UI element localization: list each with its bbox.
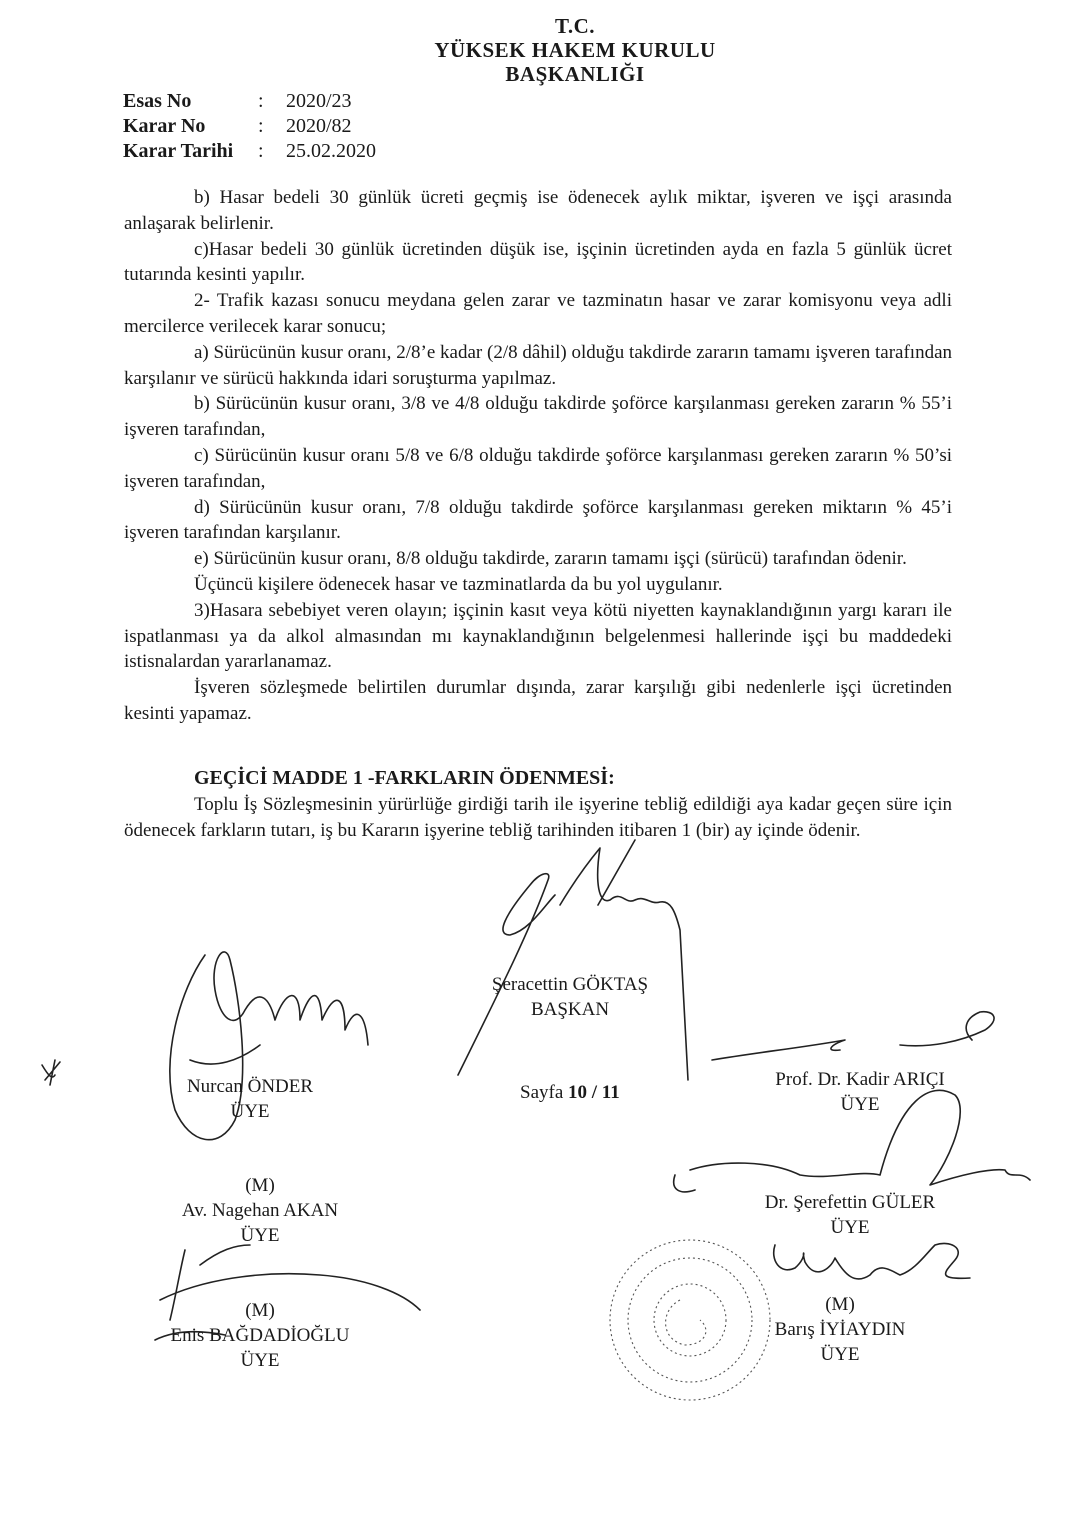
paragraph-2a: a) Sürücünün kusur oranı, 2/8’e kadar (2/8 dâhil) olduğu takdirde zararın tamamı işveren tarafından karşılanır ve sürücü hakkında idari soruşturma yapılmaz. xyxy=(124,341,952,389)
colon: : xyxy=(258,90,264,112)
signature-block-iyiaydin xyxy=(720,1292,960,1367)
guler-name: Dr. Şerefettin GÜLER xyxy=(764,1192,936,1213)
karar-value: 2020/82 xyxy=(286,115,352,137)
iyiaydin-role: ÜYE xyxy=(820,1344,860,1365)
section-text xyxy=(124,792,952,844)
paragraph-b: b) Hasar bedeli 30 günlük ücreti geçmiş ise ödenecek aylık miktar, işveren ve işçi arasında anlaşarak belirlenir. xyxy=(124,187,952,234)
paragraph-2b: b) Sürücünün kusur oranı, 3/8 ve 4/8 olduğu takdirde şoförce karşılanması gereken zararın % 55’i işveren tarafından, xyxy=(124,393,952,441)
onder-role: ÜYE xyxy=(230,1101,270,1122)
signature-iyiaydin xyxy=(774,1243,970,1278)
colon: : xyxy=(258,140,264,162)
paragraph-c: c)Hasar bedeli 30 günlük ücretinden düşük ise, işçinin ücretinden ayda en fazla 5 günlük ücret tutarında kesinti yapılır. xyxy=(124,238,952,286)
signature-block-guler xyxy=(720,1190,980,1240)
meta-tarih-row xyxy=(123,140,376,163)
akan-mark: (M) xyxy=(245,1175,275,1196)
section-paragraph: Toplu İş Sözleşmesinin yürürlüğe girdiği tarih ile işyerine tebliğ edildiği aya kadar geçen süre için ödenecek farkların tutarı, iş bu Kararın işyerine tebliğ tarihinden itibaren 1 (bir) ay içinde ödenir. xyxy=(124,794,952,841)
signature-arici xyxy=(712,1012,994,1060)
paragraph-3: 3)Hasara sebebiyet veren olayın; işçinin kasıt veya kötü niyetten kaynaklandığının yargı kararı ile ispatlanması ya da alkol almasından mı kaynaklandığının belgelenmesi hallerinde işçi bu maddedeki istisnalardan yararlanamaz. xyxy=(124,599,952,673)
meta-karar-row xyxy=(123,115,352,138)
tarih-value: 25.02.2020 xyxy=(286,140,376,162)
bagdadioglu-role: ÜYE xyxy=(240,1350,280,1371)
meta-esas-row xyxy=(123,90,352,113)
signature-initial xyxy=(42,1060,60,1085)
akan-name: Av. Nagehan AKAN xyxy=(181,1200,339,1221)
page-footer xyxy=(520,1082,620,1104)
baskan-role: BAŞKAN xyxy=(530,999,610,1020)
signature-goktas xyxy=(458,840,688,1080)
signature-block-bagdadioglu xyxy=(130,1298,390,1373)
signature-block-arici xyxy=(720,1067,1000,1117)
arici-role: ÜYE xyxy=(840,1094,880,1115)
bagdadioglu-mark: (M) xyxy=(245,1300,275,1321)
esas-label: Esas No xyxy=(123,90,192,112)
onder-name: Nurcan ÖNDER xyxy=(186,1076,314,1097)
paragraph-2d: d) Sürücünün kusur oranı, 7/8 olduğu takdirde şoförce karşılanması gereken miktarın % 45’i işveren tarafından karşılanır. xyxy=(124,496,952,544)
guler-role: ÜYE xyxy=(830,1217,870,1238)
paragraph-third-parties: Üçüncü kişilere ödenecek hasar ve tazminatlarda da bu yol uygulanır. xyxy=(194,573,723,595)
paragraph-2: 2- Trafik kazası sonucu meydana gelen zarar ve tazminatın hasar ve zarar komisyonu veya adli mercilerce verilecek karar sonucu; xyxy=(124,290,952,337)
baskan-name: Şeracettin GÖKTAŞ xyxy=(491,974,649,995)
tarih-label: Karar Tarihi xyxy=(123,140,234,162)
iyiaydin-mark: (M) xyxy=(825,1294,855,1315)
header-presidency: BAŞKANLIĞI xyxy=(505,62,645,86)
iyiaydin-name: Barış İYİAYDIN xyxy=(774,1319,906,1340)
paragraph-2c: c) Sürücünün kusur oranı 5/8 ve 6/8 olduğu takdirde şoförce karşılanması gereken zararın % 50’si işveren tarafından, xyxy=(124,444,952,492)
page-label: Sayfa xyxy=(520,1082,564,1103)
section-title: GEÇİCİ MADDE 1 -FARKLARIN ÖDENMESİ: xyxy=(194,767,615,789)
karar-label: Karar No xyxy=(123,115,206,137)
signature-block-onder xyxy=(120,1074,380,1124)
page-number: 10 / 11 xyxy=(568,1082,620,1103)
signature-block-akan xyxy=(130,1173,390,1248)
esas-value: 2020/23 xyxy=(286,90,352,112)
paragraph-2e: e) Sürücünün kusur oranı, 8/8 olduğu takdirde, zararın tamamı işçi (sürücü) tarafından ödenir. xyxy=(194,548,907,570)
akan-role: ÜYE xyxy=(240,1225,280,1246)
header-institution: YÜKSEK HAKEM KURULU xyxy=(434,38,716,62)
body-text xyxy=(124,185,952,727)
bagdadioglu-name: Enis BAĞDADİOĞLU xyxy=(170,1325,350,1346)
paragraph-employer: İşveren sözleşmede belirtilen durumlar dışında, zarar karşılığı gibi nedenlerle işçi ücretinden kesinti yapamaz. xyxy=(124,677,952,724)
colon: : xyxy=(258,115,264,137)
arici-name: Prof. Dr. Kadir ARIÇI xyxy=(775,1069,945,1090)
header-tc: T.C. xyxy=(554,14,596,38)
signature-block-baskan xyxy=(430,972,710,1022)
